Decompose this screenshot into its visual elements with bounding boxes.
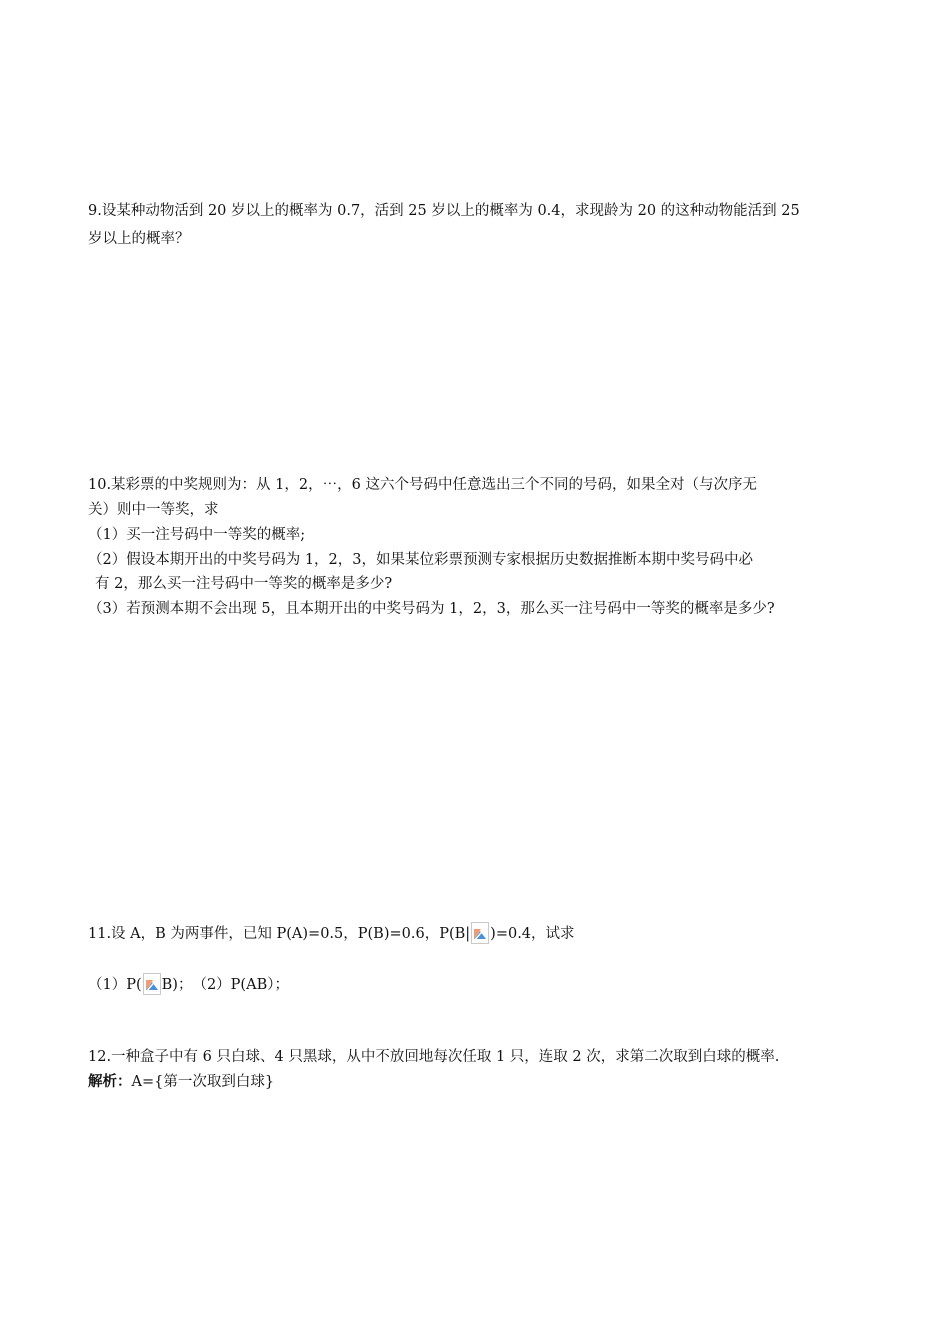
- broken-image-icon: [471, 922, 489, 944]
- q12-line-1: 12.一种盒子中有 6 只白球、4 只黑球，从中不放回地每次任取 1 只，连取 2 次，求第二次取到白球的概率.: [88, 1049, 780, 1065]
- q9-line-2: 岁以上的概率？: [88, 231, 190, 247]
- q9-line-1: 9.设某种动物活到 20 岁以上的概率为 0.7，活到 25 岁以上的概率为 0.4，求现龄为 20 的这种动物能活到 25: [88, 203, 800, 219]
- analysis-label: 解析：: [88, 1073, 132, 1090]
- q10-line-1: 10.某彩票的中奖规则为：从 1，2，⋯，6 这六个号码中任意选出三个不同的号码，如果全对（与次序无: [88, 477, 757, 493]
- q11-line-1: [88, 922, 575, 945]
- analysis-text: A={第一次取到白球}: [131, 1074, 275, 1090]
- q10-part-1: （1）买一注号码中一等奖的概率;: [88, 527, 306, 543]
- q10-part-2-line-2: 有 2，那么买一注号码中一等奖的概率是多少?: [95, 576, 393, 592]
- q11-line-2-after: B)； （2）P(AB）；: [161, 977, 289, 993]
- q10-part-3: （3）若预测本期不会出现 5，且本期开出的中奖号码为 1，2，3，那么买一注号码中一等奖的概率是多少?: [88, 601, 775, 617]
- q11-line-2: [88, 973, 289, 996]
- q11-line-1-before: 11.设 A，B 为两事件，已知 P(A)=0.5，P(B)=0.6，P(B|: [88, 926, 471, 942]
- q10-line-2: 关）则中一等奖，求: [88, 502, 219, 518]
- q10-part-2-line-1: （2）假设本期开出的中奖号码为 1，2，3，如果某位彩票预测专家根据历史数据推断本期中奖号码中必: [88, 552, 754, 568]
- q12-analysis: [88, 1071, 274, 1093]
- q11-line-1-after: )=0.4，试求: [490, 926, 575, 942]
- q11-line-2-before: （1）P(: [88, 977, 142, 993]
- broken-image-icon: [143, 973, 161, 995]
